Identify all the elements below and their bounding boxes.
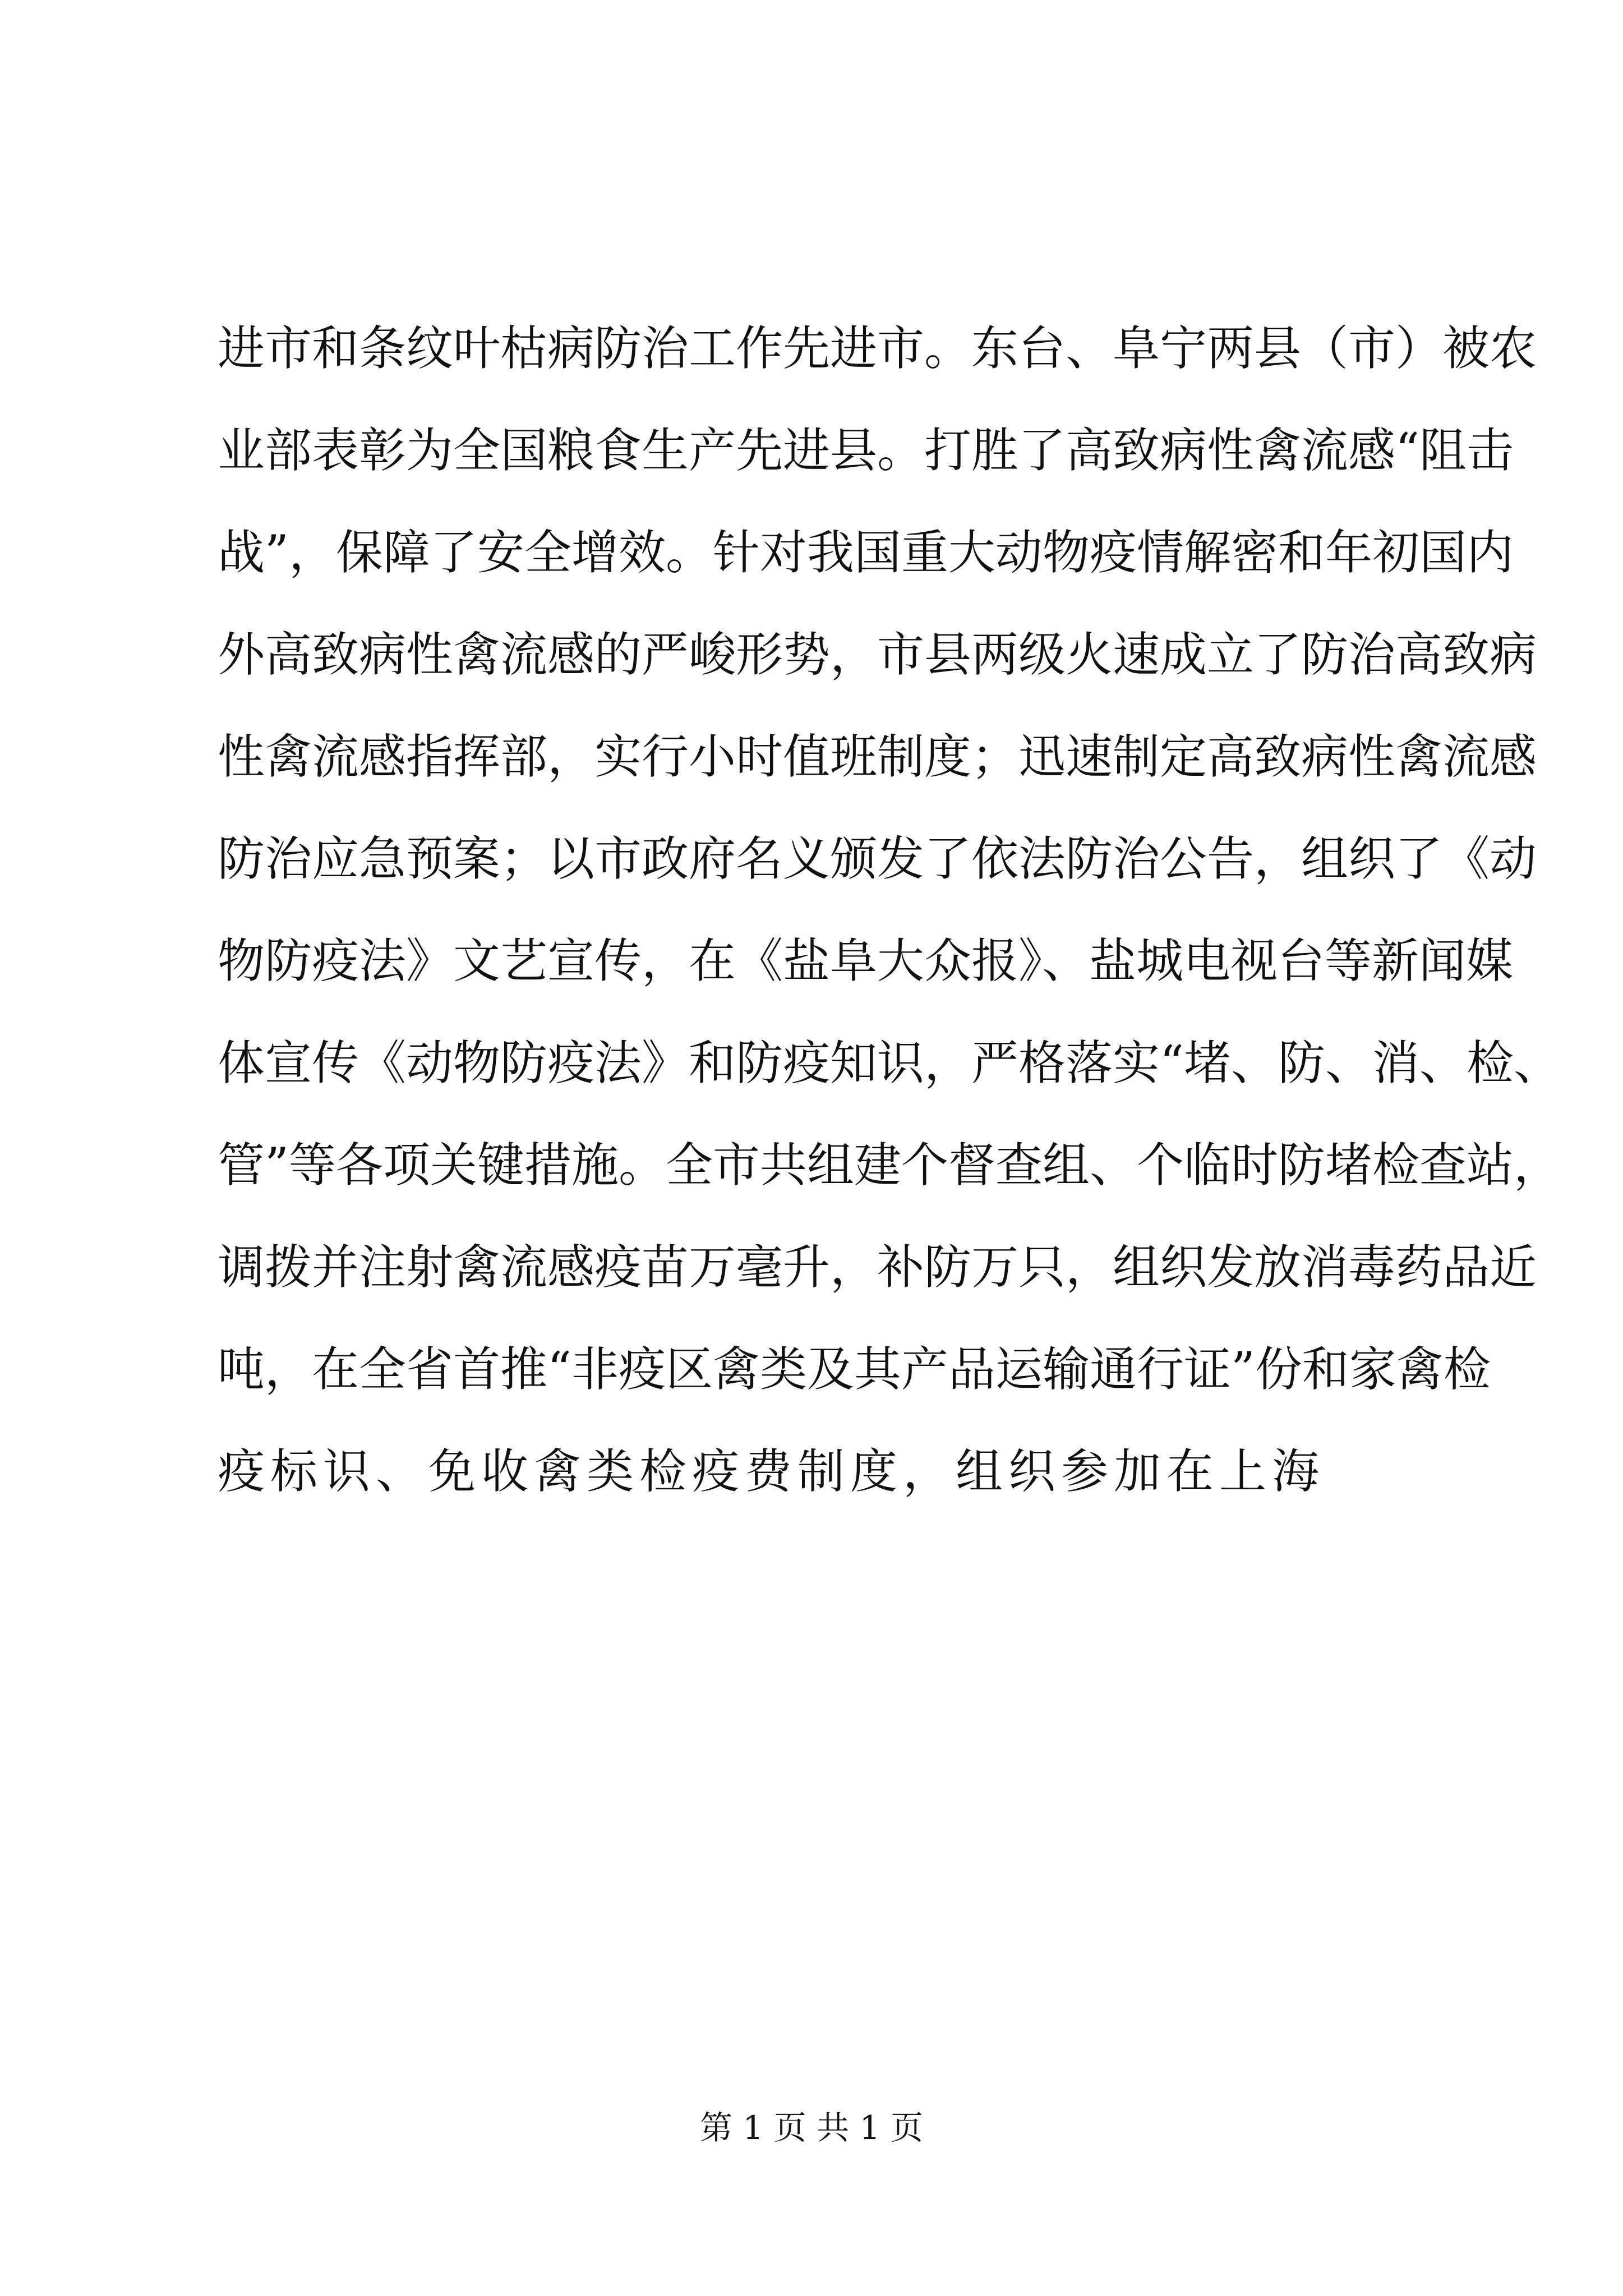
text-line: 进市和条纹叶枯病防治工作先进市。东台、阜宁两县（市）被农 [218,321,1537,376]
text-line: 管”等各项关键措施。全市共组建个督查组、个临时防堵检查站， [218,1138,1561,1193]
text-line: 性禽流感指挥部，实行小时值班制度；迅速制定高致病性禽流感 [218,729,1537,784]
body-paragraph [218,297,1561,1522]
text-line: 外高致病性禽流感的严峻形势，市县两级火速成立了防治高致病 [218,627,1537,682]
text-line: 防治应急预案；以市政府名义颁发了依法防治公告，组织了《动 [218,831,1537,886]
text-line: 战”，保障了安全增效。针对我国重大动物疫情解密和年初国内 [218,525,1514,580]
text-line: 调拨并注射禽流感疫苗万毫升，补防万只，组织发放消毒药品近 [218,1240,1537,1295]
text-line: 业部表彰为全国粮食生产先进县。打胜了高致病性禽流感“阻击 [218,423,1514,478]
text-line: 疫标识、免收禽类检疫费制度，组织参加在上海 [218,1444,1325,1499]
text-line: 体宣传《动物防疫法》和防疫知识，严格落实“堵、防、消、检、 [218,1036,1561,1091]
page-number-footer: 第 1 页 共 1 页 [700,2109,923,2147]
text-line: 物防疫法》文艺宣传，在《盐阜大众报》、盐城电视台等新闻媒 [218,933,1514,988]
text-line: 吨，在全省首推“非疫区禽类及其产品运输通行证”份和家禽检 [218,1342,1491,1397]
